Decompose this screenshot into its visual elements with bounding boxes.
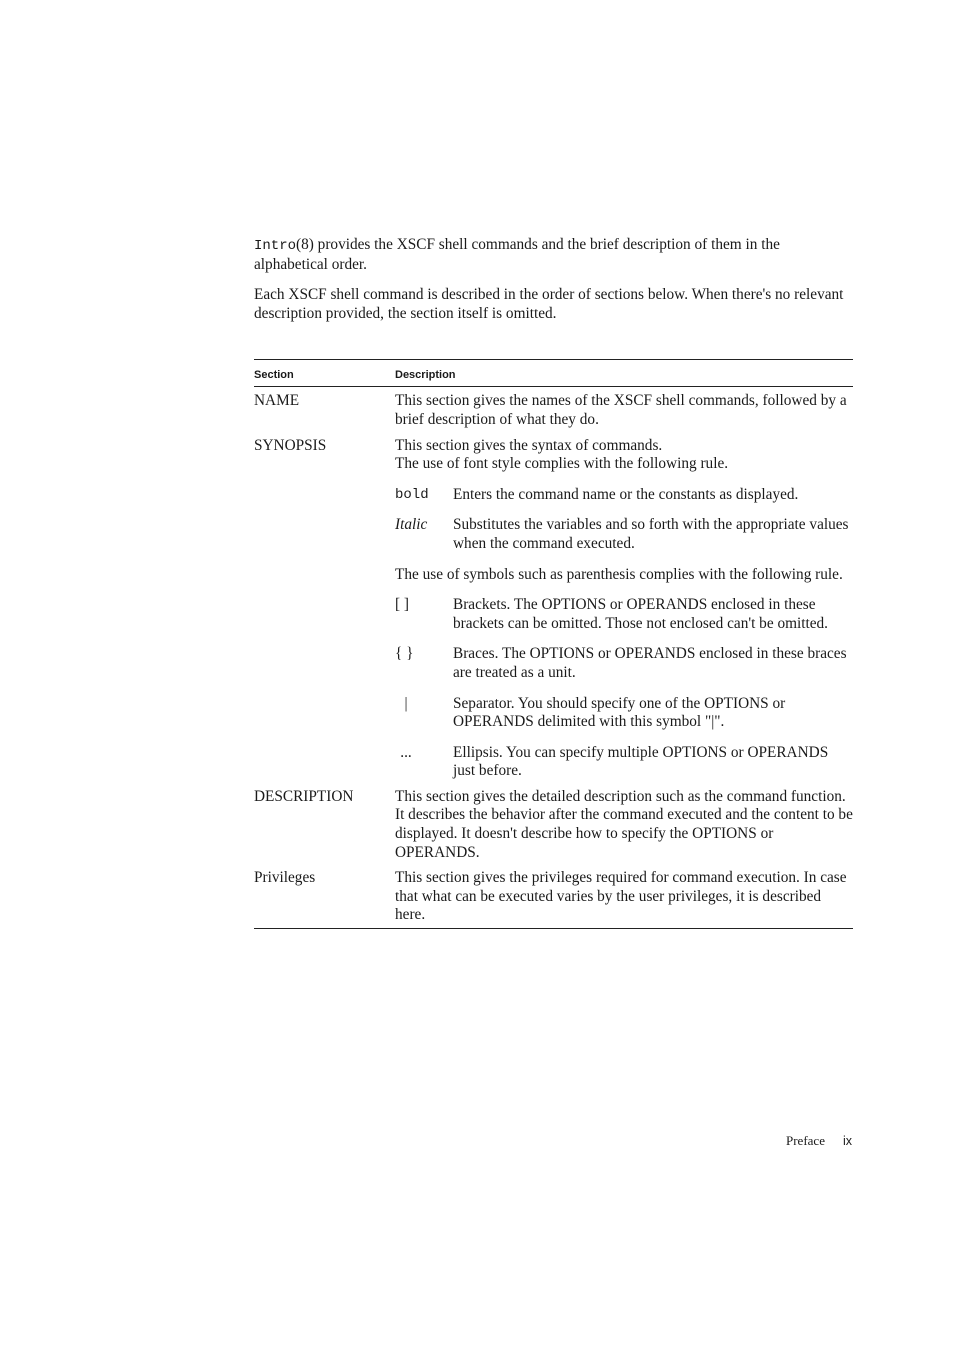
page-footer bbox=[786, 1133, 852, 1149]
symbol-def-separator: Separator. You should specify one of the OPTIONS or OPERANDS delimited with this symbol "|". bbox=[453, 694, 786, 731]
symbol-term-separator: | bbox=[404, 694, 408, 712]
row-synopsis-section: SYNOPSIS bbox=[254, 436, 327, 454]
sections-paragraph: Each XSCF shell command is described in the order of sections below. When there's no relevant description provided, the section itself is omitted. bbox=[254, 286, 844, 322]
list-item bbox=[395, 596, 853, 633]
page-content bbox=[254, 236, 853, 929]
symbol-list bbox=[395, 596, 853, 781]
symbol-term-brackets: [ ] bbox=[395, 596, 410, 614]
style-term-bold: bold bbox=[395, 486, 429, 503]
sections-table bbox=[254, 359, 853, 929]
row-name-desc: This section gives the names of the XSCF shell commands, followed by a brief description of what they do. bbox=[395, 392, 847, 428]
symbol-term-ellipsis: ... bbox=[400, 743, 412, 761]
row-privileges-section: Privileges bbox=[254, 864, 395, 928]
intro-text: (8) provides the XSCF shell commands and the brief description of them in the alphabetical order. bbox=[254, 236, 780, 273]
list-item bbox=[395, 695, 853, 732]
style-def-bold: Enters the command name or the constants as displayed. bbox=[453, 485, 799, 503]
symbol-def-braces: Braces. The OPTIONS or OPERANDS enclosed in these braces are treated as a unit. bbox=[453, 645, 847, 681]
list-item bbox=[395, 486, 853, 505]
list-item bbox=[395, 645, 853, 682]
row-name-section: NAME bbox=[254, 392, 300, 410]
row-privileges-desc: This section gives the privileges required for command execution. In case that what can be executed varies by the user privileges, it is described here. bbox=[395, 864, 853, 928]
page-number: ix bbox=[842, 1134, 852, 1148]
row-description-section: DESCRIPTION bbox=[254, 787, 354, 805]
row-description-desc: This section gives the detailed description such as the command function. It describes the behavior after the command executed and the content to be displayed. It doesn't describe how to specify the OPTIONS or OPERANDS. bbox=[395, 787, 853, 861]
list-item bbox=[395, 744, 853, 781]
list-item bbox=[395, 516, 853, 553]
table-header-row bbox=[254, 360, 853, 387]
row-synopsis-desc bbox=[395, 432, 853, 783]
header-section: Section bbox=[254, 360, 395, 387]
font-style-list bbox=[395, 486, 853, 554]
table-row bbox=[254, 864, 853, 928]
style-term-italic: Italic bbox=[395, 516, 428, 534]
symbol-def-brackets: Brackets. The OPTIONS or OPERANDS enclosed in these brackets can be omitted. Those not enclosed can't be omitted. bbox=[453, 596, 829, 632]
table-row bbox=[254, 387, 853, 432]
header-description: Description bbox=[395, 360, 853, 387]
symbols-intro: The use of symbols such as parenthesis complies with the following rule. bbox=[395, 565, 843, 583]
table-row bbox=[254, 432, 853, 783]
intro-command: Intro bbox=[254, 238, 297, 254]
table-row bbox=[254, 783, 853, 864]
synopsis-line2: The use of font style complies with the following rule. bbox=[395, 455, 729, 473]
symbol-def-ellipsis: Ellipsis. You can specify multiple OPTIONS or OPERANDS just before. bbox=[453, 743, 829, 780]
intro-paragraph bbox=[254, 236, 853, 274]
synopsis-line1: This section gives the syntax of commands. bbox=[395, 436, 663, 454]
symbol-term-braces: { } bbox=[395, 645, 414, 663]
footer-label: Preface bbox=[786, 1133, 825, 1148]
style-def-italic: Substitutes the variables and so forth with the appropriate values when the command executed. bbox=[453, 516, 849, 552]
